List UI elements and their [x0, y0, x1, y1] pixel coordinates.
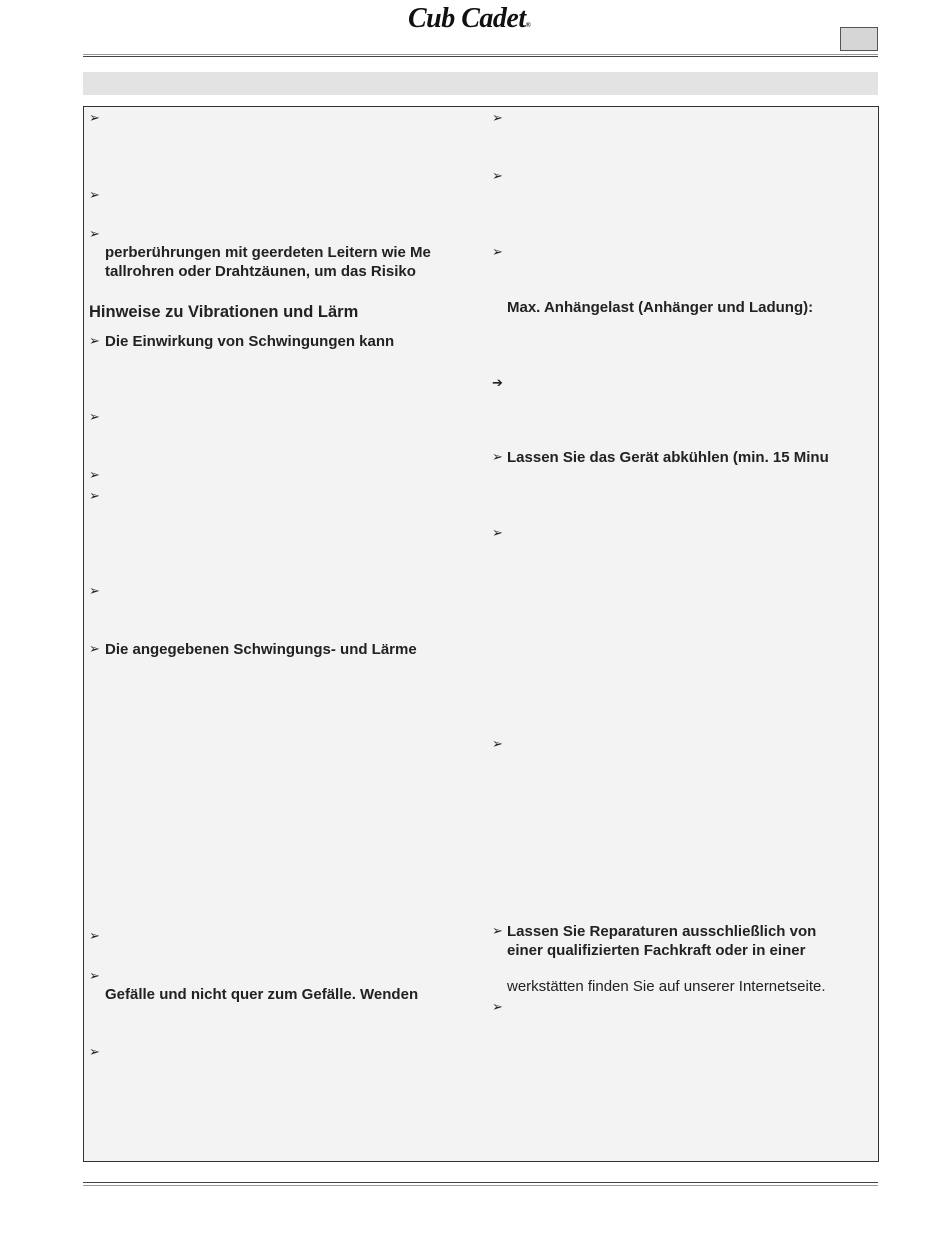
repairs-text-line2: einer qualifizierten Fachkraft oder in einer [507, 942, 806, 959]
header-rule [83, 54, 878, 55]
workshops-text: werkstätten finden Sie auf unserer Internetseite. [507, 978, 826, 995]
bullet-icon: ➢ [89, 1045, 100, 1060]
bullet-icon: ➢ [492, 111, 503, 126]
bullet-icon: ➢ [492, 450, 503, 465]
bullet-icon: ➢ [89, 584, 100, 599]
header-rule-dark [83, 56, 878, 57]
bullet-icon: ➢ [492, 737, 503, 752]
section-title-band [83, 72, 878, 95]
bullet-icon: ➢ [89, 642, 100, 657]
bullet-icon: ➢ [89, 188, 100, 203]
arrow-right-icon: ➔ [492, 376, 503, 391]
bullet-icon: ➢ [492, 169, 503, 184]
bullet-icon: ➢ [492, 1000, 503, 1015]
earthing-text-line2: tallrohren oder Drahtzäunen, um das Risiko [105, 263, 416, 280]
bullet-icon: ➢ [89, 969, 100, 984]
vibration-item-text: Die Einwirkung von Schwingungen kann [105, 333, 395, 350]
bullet-icon: ➢ [492, 245, 503, 260]
slope-text: Gefälle und nicht quer zum Gefälle. Wenden [105, 986, 419, 1003]
repairs-text-line1: Lassen Sie Reparaturen ausschließlich von [507, 923, 817, 940]
bullet-icon: ➢ [89, 468, 100, 483]
footer-rule-dark [83, 1182, 878, 1183]
bullet-icon: ➢ [492, 526, 503, 541]
bullet-icon: ➢ [89, 489, 100, 504]
bullet-icon: ➢ [89, 227, 100, 242]
footer-rule [83, 1185, 878, 1186]
bullet-icon: ➢ [492, 924, 503, 939]
vibration-values-text: Die angegebenen Schwingungs- und Lärme [105, 641, 417, 658]
page-number-box [840, 27, 878, 51]
max-trailer-load-text: Max. Anhängelast (Anhänger und Ladung): [507, 299, 814, 316]
vibration-noise-heading: Hinweise zu Vibrationen und Lärm [89, 303, 359, 321]
bullet-icon: ➢ [89, 929, 100, 944]
bullet-icon: ➢ [89, 410, 100, 425]
cub-cadet-logo: Cub Cadet® [408, 3, 531, 34]
cool-down-text: Lassen Sie das Gerät abkühlen (min. 15 Minu [507, 449, 829, 466]
earthing-text-line1: perberührungen mit geerdeten Leitern wie Me [105, 244, 431, 261]
bullet-icon: ➢ [89, 111, 100, 126]
bullet-icon: ➢ [89, 334, 100, 349]
